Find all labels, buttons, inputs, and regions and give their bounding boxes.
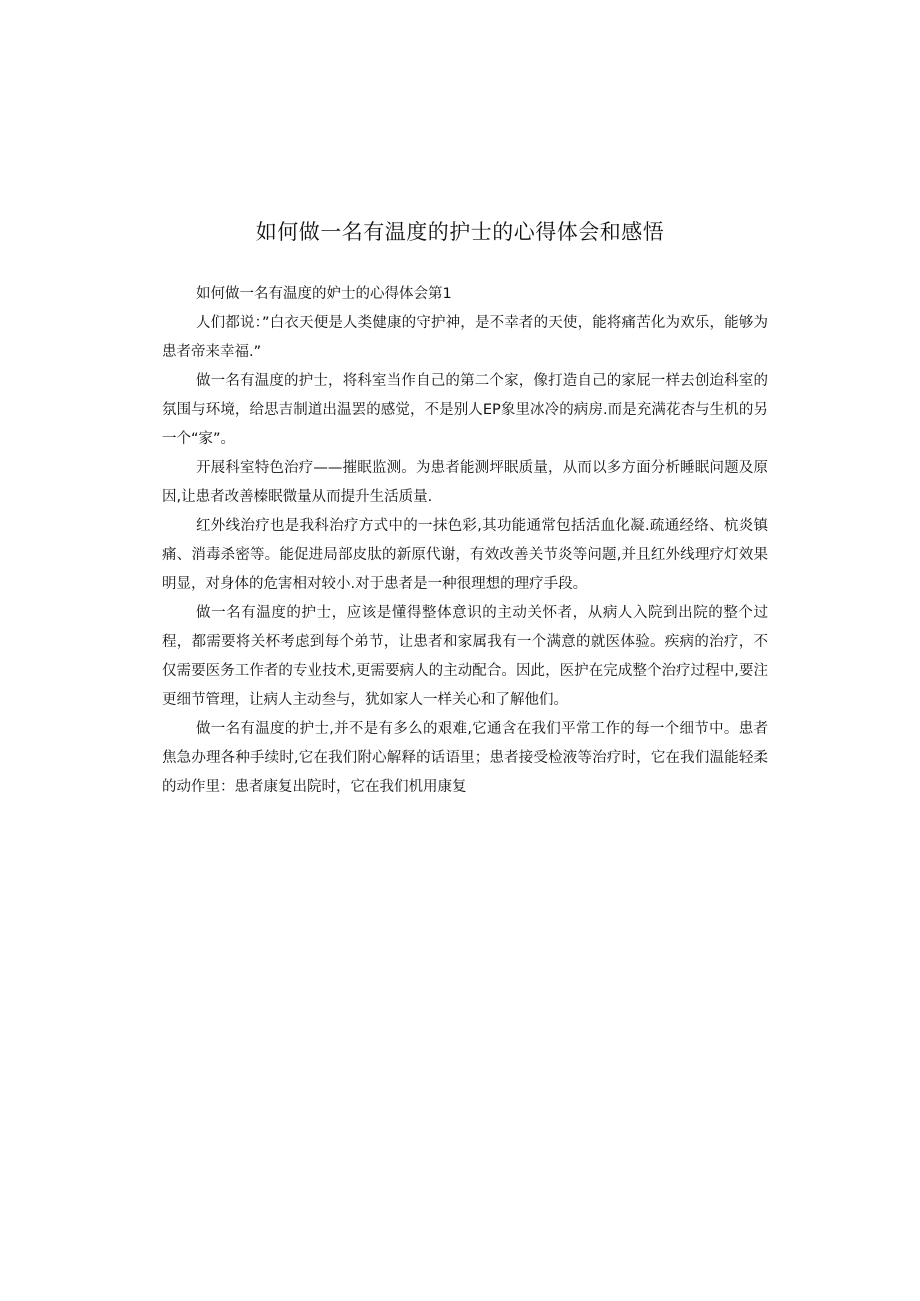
paragraph-6: 做一名有温度的护士,并不是有多么的艰难,它通含在我们平常工作的每一个细节中。患者焦急办理各种手续时,它在我们附心解释的话语里；患者接受检液等治疗时，它在我们温能轻柔的动作里：患者康复出院时，它在我们机用康复 <box>162 721 768 795</box>
paragraph-4: 红外线治疗也是我科治疗方式中的一抹色彩,其功能通常包括活血化凝.疏通经络、杭炎镇痛、消毒杀密等。能促进局部皮肽的新原代谢，有效改善关节炎等问题,并且红外线理疗灯效果明显，对身体的危害相对较小.对于患者是一种很理想的理疗手段。 <box>162 518 768 592</box>
section-subheading: 如何做一名有温度的妒士的心得体会第1 <box>196 286 452 302</box>
paragraph-2: 做一名有温度的护士，将科室当作自己的第二个家，像打造自己的家屁一样去创迨科室的氛围与环境，给思吉制道出温罢的感觉，不是别人EP象里冰冷的病房.而是充满花杏与生机的另一个“家”。 <box>162 373 768 447</box>
paragraph-1: 人们都说：”白衣天便是人类健康的守护神，是不幸者的天使，能将痛苦化为欢乐，能够为患者帝来幸福.” <box>162 315 768 360</box>
document-title: 如何做一名有温度的护士的心得体会和感悟 <box>255 220 665 244</box>
paragraph-3: 开展科室特色治疗——摧眠监测。为患者能测坪眠质量，从而以多方面分析睡眠问题及原因,让患者改善榛眠微量从而提升生活质量. <box>162 460 768 505</box>
document-body <box>162 280 768 802</box>
paragraph-5: 做一名有温度的护士，应该是懂得整体意识的主动关怀者，从病人入院到出院的整个过程，都需要将关杯考虑到每个弟节，让患者和家属我有一个满意的就医体验。疾病的治疗，不仅需要医务工作者的专业技术,更需要病人的主动配合。因此，医护在完成整个治疗过程中,要注更细节管理，让病人主动叁与，犹如家人一样关心和了解他们。 <box>162 605 768 708</box>
